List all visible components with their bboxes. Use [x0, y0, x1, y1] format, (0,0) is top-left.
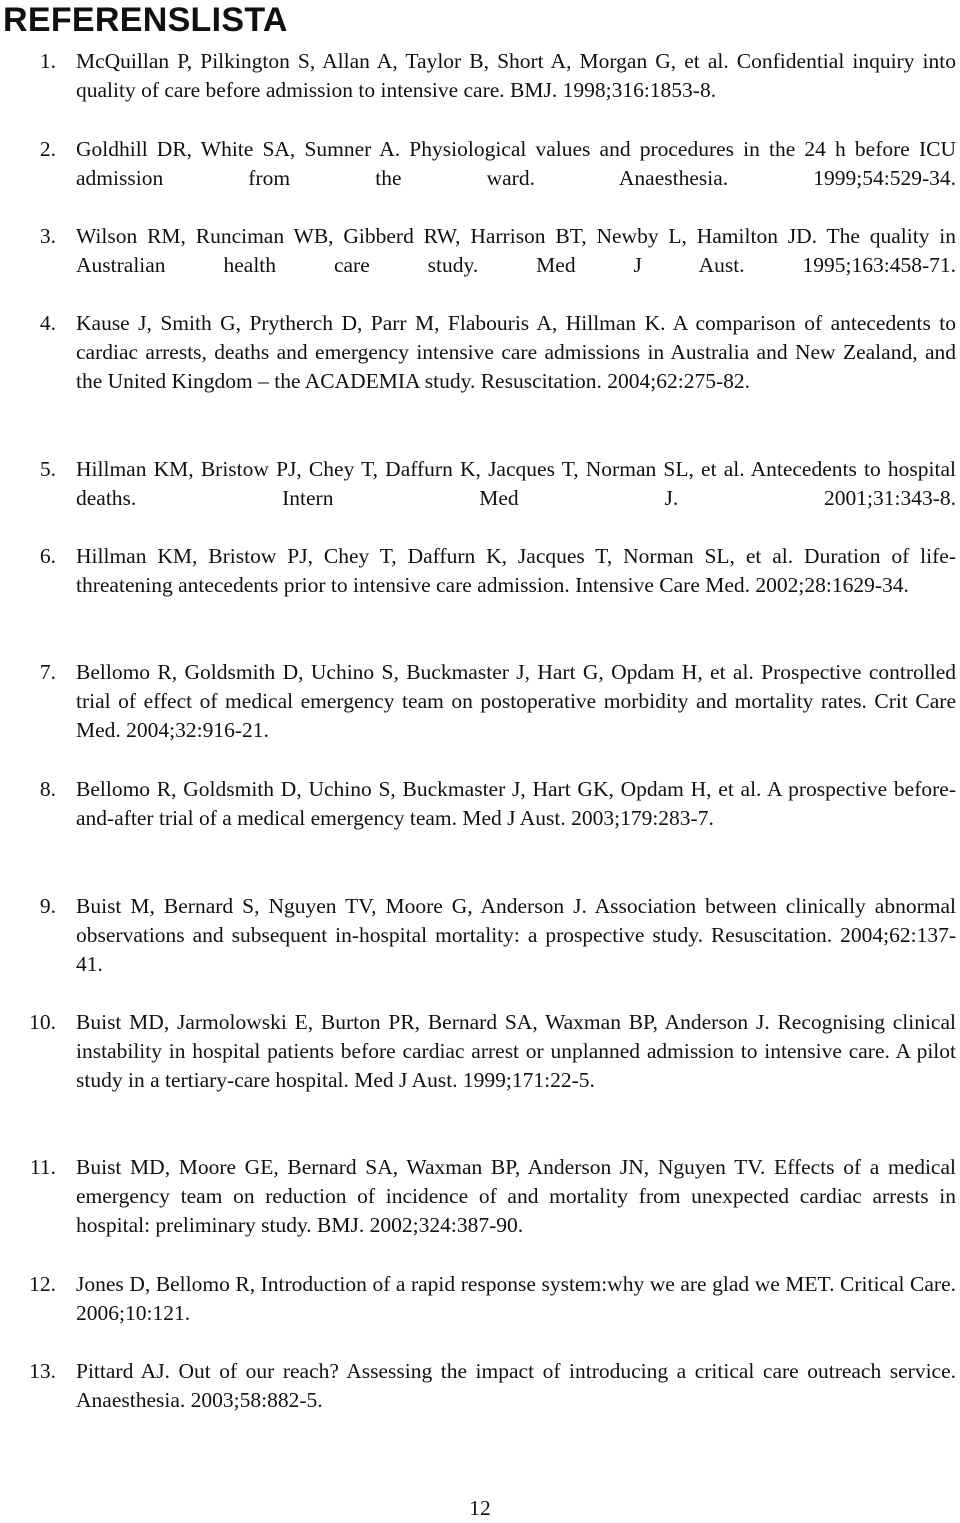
reference-number: 7.: [39, 660, 56, 684]
reference-number: 10.: [29, 1010, 56, 1034]
reference-text: Bellomo R, Goldsmith D, Uchino S, Buckmaster J, Hart GK, Opdam H, et al. A prospective before-and-after trial of a medical emergency team. Med J Aust. 2003;179:283-7.: [76, 777, 956, 830]
reference-number: 13.: [29, 1359, 56, 1383]
reference-number: 12.: [29, 1272, 56, 1296]
reference-text: Kause J, Smith G, Prytherch D, Parr M, Flabouris A, Hillman K. A comparison of antecedents to cardiac arrests, deaths and emergency intensive care admissions in Australia and New Zealand, and the United Kingdom – the ACADEMIA study. Resuscitation. 2004;62:275-82.: [76, 311, 956, 393]
reference-number: 4.: [39, 311, 56, 335]
reference-number: 11.: [29, 1155, 56, 1179]
reference-text: Buist MD, Moore GE, Bernard SA, Waxman BP, Anderson JN, Nguyen TV. Effects of a medical emergency team on reduction of incidence of and mortality from unexpected cardiac arrests in hospital: preliminary study. BMJ. 2002;324:387-90.: [76, 1155, 956, 1237]
page-heading: REFERENSLISTA: [3, 1, 288, 39]
reference-text: Buist M, Bernard S, Nguyen TV, Moore G, Anderson J. Association between clinically abnormal observations and subsequent in-hospital mortality: a prospective study. Resuscitation. 2004;62:137-41.: [76, 894, 956, 976]
reference-number: 8.: [39, 777, 56, 801]
reference-text: Hillman KM, Bristow PJ, Chey T, Daffurn K, Jacques T, Norman SL, et al. Duration of life-threatening antecedents prior to intensive care admission. Intensive Care Med. 2002;28:1629-34.: [76, 544, 956, 597]
reference-text: Buist MD, Jarmolowski E, Burton PR, Bernard SA, Waxman BP, Anderson J. Recognising clinical instability in hospital patients before cardiac arrest or unplanned admission to intensive care. A pilot study in a tertiary-care hospital. Med J Aust. 1999;171:22-5.: [76, 1010, 956, 1092]
reference-text: Goldhill DR, White SA, Sumner A. Physiological values and procedures in the 24 h before ICU admission from the ward. Anaesthesia. 1999;54:529-34.: [76, 137, 956, 190]
reference-number: 9.: [39, 894, 56, 918]
reference-number: 3.: [39, 224, 56, 248]
reference-text: McQuillan P, Pilkington S, Allan A, Taylor B, Short A, Morgan G, et al. Confidential inquiry into quality of care before admission to intensive care. BMJ. 1998;316:1853-8.: [76, 49, 956, 102]
page-number: 12: [469, 1496, 491, 1520]
reference-number: 5.: [39, 457, 56, 481]
reference-number: 2.: [39, 137, 56, 161]
reference-text: Pittard AJ. Out of our reach? Assessing the impact of introducing a critical care outreach service. Anaesthesia. 2003;58:882-5.: [76, 1359, 956, 1412]
reference-number: 1.: [39, 49, 56, 73]
reference-text: Wilson RM, Runciman WB, Gibberd RW, Harrison BT, Newby L, Hamilton JD. The quality in Australian health care study. Med J Aust. 1995;163:458-71.: [76, 224, 956, 277]
reference-text: Hillman KM, Bristow PJ, Chey T, Daffurn K, Jacques T, Norman SL, et al. Antecedents to hospital deaths. Intern Med J. 2001;31:343-8.: [76, 457, 956, 510]
reference-number: 6.: [39, 544, 56, 568]
reference-text: Bellomo R, Goldsmith D, Uchino S, Buckmaster J, Hart G, Opdam H, et al. Prospective controlled trial of effect of medical emergency team on postoperative morbidity and mortality rates. Crit Care Med. 2004;32:916-21.: [76, 660, 956, 742]
reference-text: Jones D, Bellomo R, Introduction of a rapid response system:why we are glad we MET. Critical Care. 2006;10:121.: [76, 1272, 956, 1325]
